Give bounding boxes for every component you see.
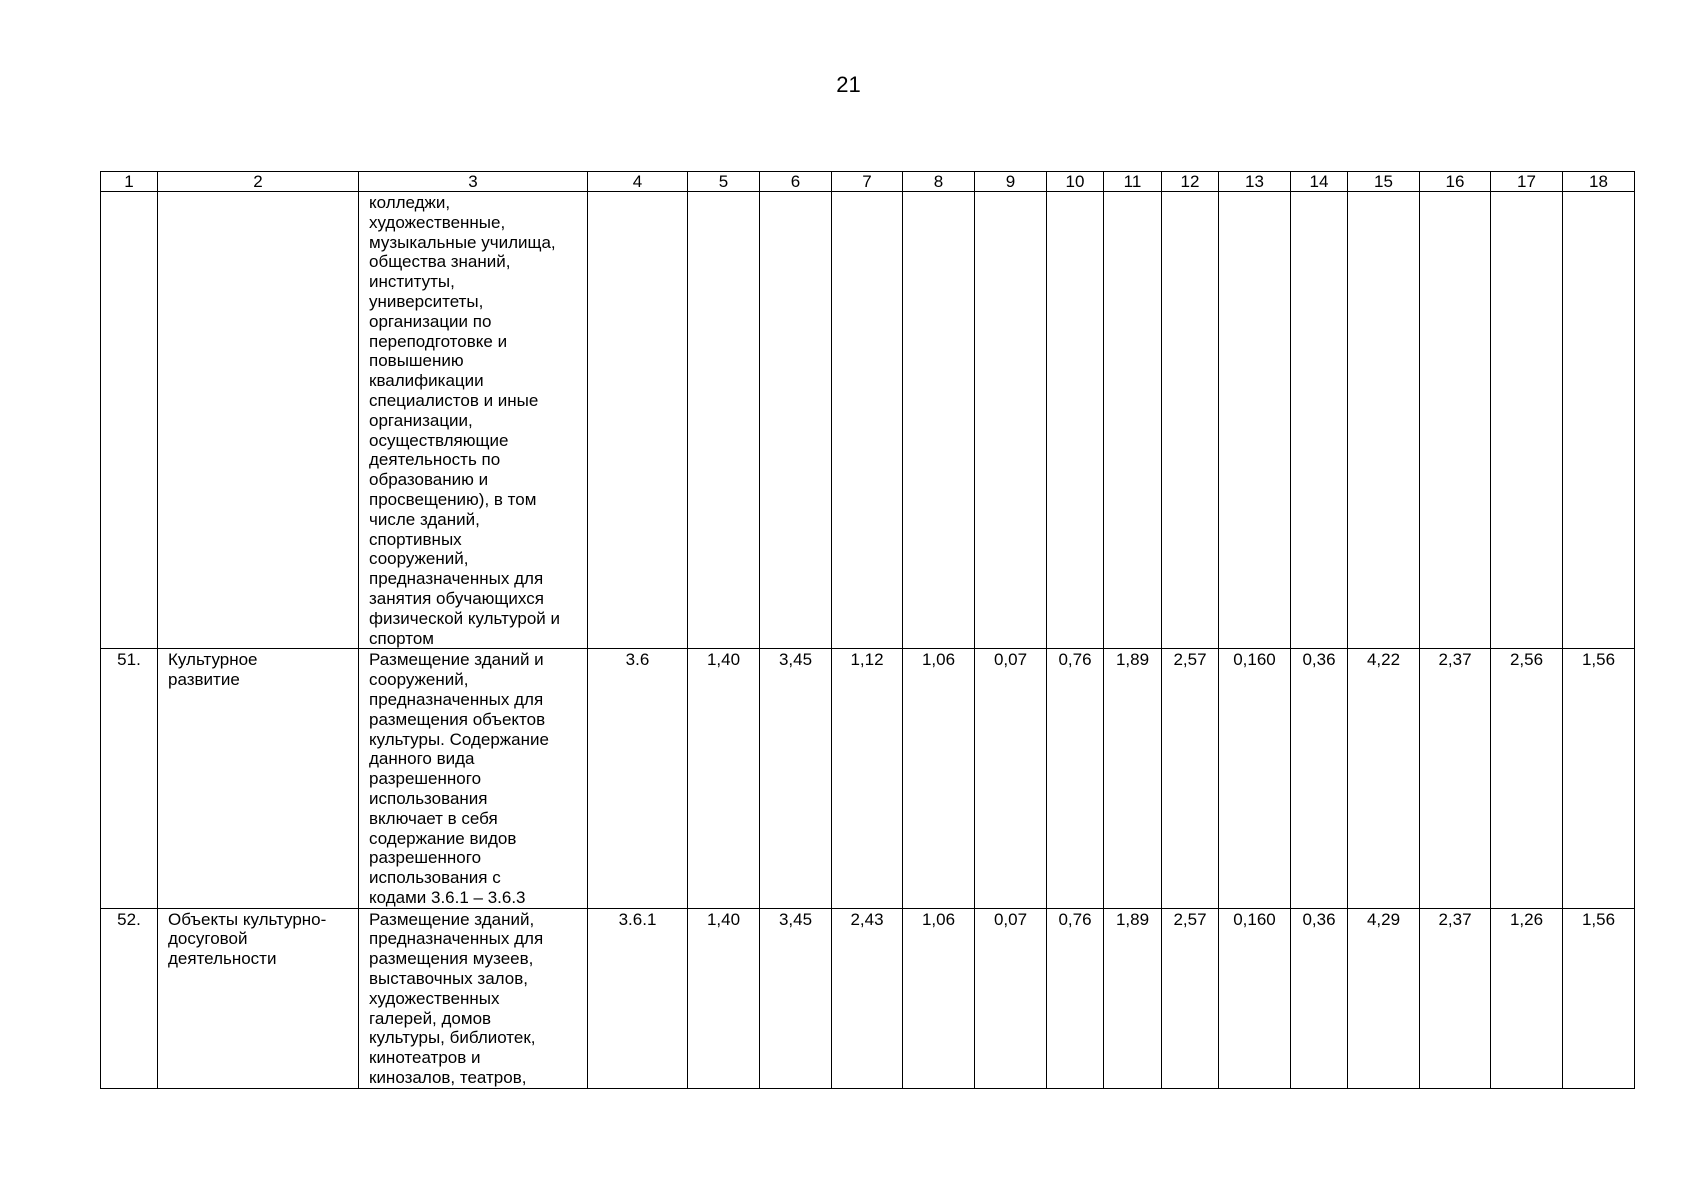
row-value: 1,56 (1563, 649, 1635, 908)
header-cell: 16 (1420, 172, 1491, 192)
row-value: 4,22 (1348, 649, 1420, 908)
row-value (1291, 192, 1348, 649)
row-value: 0,76 (1047, 649, 1104, 908)
header-cell: 1 (101, 172, 158, 192)
header-cell: 6 (760, 172, 832, 192)
header-cell: 13 (1219, 172, 1291, 192)
row-value (903, 192, 975, 649)
row-value (1219, 192, 1291, 649)
row-name: Культурное развитие (158, 649, 359, 908)
row-value: 1,12 (832, 649, 903, 908)
row-value: 4,29 (1348, 908, 1420, 1088)
table-row (101, 649, 1635, 908)
header-cell: 12 (1162, 172, 1219, 192)
row-value (1104, 192, 1162, 649)
row-value: 2,37 (1420, 649, 1491, 908)
row-value: 1,56 (1563, 908, 1635, 1088)
row-code: 3.6.1 (588, 908, 688, 1088)
header-cell: 2 (158, 172, 359, 192)
row-name (158, 192, 359, 649)
row-value: 0,36 (1291, 649, 1348, 908)
row-value (760, 192, 832, 649)
row-value: 2,56 (1491, 649, 1563, 908)
row-value: 3,45 (760, 908, 832, 1088)
row-value (1563, 192, 1635, 649)
header-cell: 10 (1047, 172, 1104, 192)
row-value: 2,57 (1162, 649, 1219, 908)
row-value: 1,40 (688, 908, 760, 1088)
header-cell: 9 (975, 172, 1047, 192)
row-number: 52. (101, 908, 158, 1088)
table-row (101, 192, 1635, 649)
header-cell: 18 (1563, 172, 1635, 192)
row-name: Объекты культурно- досуговой деятельности (158, 908, 359, 1088)
header-cell: 8 (903, 172, 975, 192)
row-value: 0,160 (1219, 908, 1291, 1088)
table-row (101, 908, 1635, 1088)
row-number (101, 192, 158, 649)
row-value: 0,76 (1047, 908, 1104, 1088)
row-value (975, 192, 1047, 649)
row-value (1162, 192, 1219, 649)
row-description: Размещение зданий, предназначенных для размещения музеев, выставочных залов, художественных галерей, домов культуры, библиотек, кинотеатров и кинозалов, театров, (359, 908, 588, 1088)
row-description: колледжи, художественные, музыкальные училища, общества знаний, институты, университеты, организации по переподготовке и повышению квалификации специалистов и иные организации, осуществляющие деятельность по образованию и просвещению), в том числе зданий, спортивных сооружений, предназначенных для занятия обучающихся физической культурой и спортом (359, 192, 588, 649)
header-cell: 14 (1291, 172, 1348, 192)
row-value: 2,43 (832, 908, 903, 1088)
row-value: 0,160 (1219, 649, 1291, 908)
header-cell: 17 (1491, 172, 1563, 192)
row-value (832, 192, 903, 649)
row-value: 0,07 (975, 649, 1047, 908)
page-number: 21 (836, 72, 861, 97)
header-cell: 7 (832, 172, 903, 192)
row-value: 1,40 (688, 649, 760, 908)
land-use-table (100, 171, 1635, 1089)
row-value (1047, 192, 1104, 649)
row-value (1491, 192, 1563, 649)
row-value (1348, 192, 1420, 649)
row-value: 1,89 (1104, 908, 1162, 1088)
header-cell: 15 (1348, 172, 1420, 192)
row-value: 1,06 (903, 649, 975, 908)
table-header-row (101, 172, 1635, 192)
header-cell: 5 (688, 172, 760, 192)
row-value (1420, 192, 1491, 649)
row-value (688, 192, 760, 649)
row-value: 0,07 (975, 908, 1047, 1088)
row-description: Размещение зданий и сооружений, предназначенных для размещения объектов культуры. Содержание данного вида разрешенного использования включает в себя содержание видов разрешенного использования с кодами 3.6.1 – 3.6.3 (359, 649, 588, 908)
header-cell: 11 (1104, 172, 1162, 192)
row-number: 51. (101, 649, 158, 908)
header-cell: 3 (359, 172, 588, 192)
row-value: 0,36 (1291, 908, 1348, 1088)
row-value (588, 192, 688, 649)
row-value: 1,06 (903, 908, 975, 1088)
header-cell: 4 (588, 172, 688, 192)
row-value: 1,89 (1104, 649, 1162, 908)
row-value: 2,37 (1420, 908, 1491, 1088)
row-value: 3,45 (760, 649, 832, 908)
row-code: 3.6 (588, 649, 688, 908)
row-value: 1,26 (1491, 908, 1563, 1088)
row-value: 2,57 (1162, 908, 1219, 1088)
